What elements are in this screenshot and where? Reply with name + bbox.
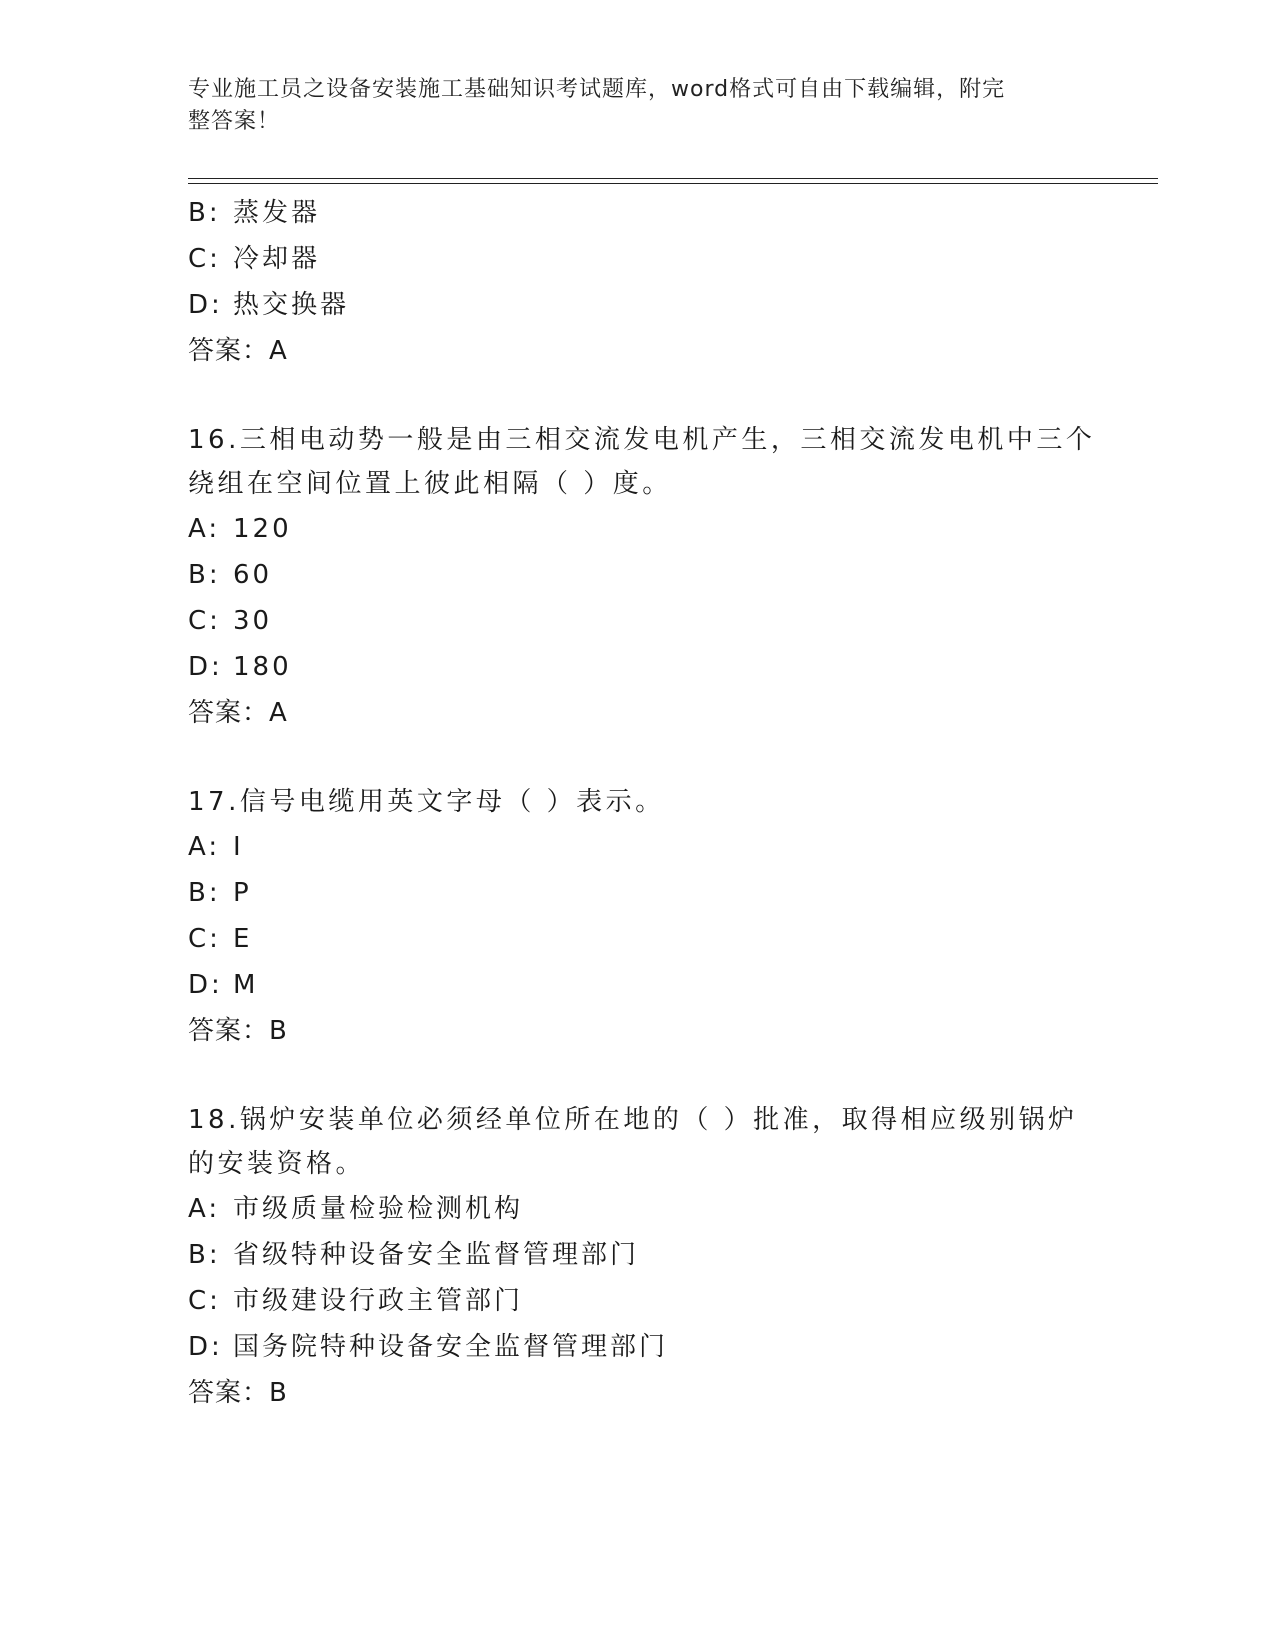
option-c: [188, 598, 1088, 644]
option-label: D:: [188, 290, 223, 320]
option-c: [188, 916, 1088, 962]
option-text: M: [233, 970, 259, 1000]
option-label: D:: [188, 1332, 223, 1362]
question-stem: [188, 780, 1088, 824]
header-rule-bottom: [188, 183, 1158, 184]
answer-line: 答案：A: [188, 698, 288, 728]
option-text: 冷却器: [233, 244, 321, 274]
option-text: 60: [233, 560, 273, 590]
question-18: [188, 1098, 1088, 1416]
option-label: B:: [188, 560, 221, 590]
question-stem-line: 18.锅炉安装单位必须经单位所在地的（ ）批准，取得相应级别锅炉: [188, 1105, 1078, 1135]
option-label: A:: [188, 514, 221, 544]
option-label: B:: [188, 198, 221, 228]
option-text: P: [233, 878, 252, 908]
option-label: A:: [188, 832, 221, 862]
option-d: [188, 1324, 1088, 1370]
header-line-1: 专业施工员之设备安装施工基础知识考试题库，word格式可自由下载编辑，附完: [188, 77, 1006, 102]
question-stem: [188, 1098, 1088, 1186]
question-stem: [188, 418, 1096, 506]
question-stem-line: 绕组在空间位置上彼此相隔（ ）度。: [188, 469, 672, 499]
header-line-2: 整答案！: [188, 109, 281, 134]
answer-line: 答案：B: [188, 1378, 288, 1408]
option-text: 180: [233, 652, 292, 682]
option-label: C:: [188, 606, 221, 636]
option-text: 市级质量检验检测机构: [233, 1194, 524, 1224]
answer-line: 答案：B: [188, 1016, 288, 1046]
option-c: [188, 236, 1088, 282]
option-d: [188, 962, 1088, 1008]
question-list: [188, 190, 1096, 1416]
question-stem-line: 17.信号电缆用英文字母（ ）表示。: [188, 787, 665, 817]
question-16: [188, 418, 1096, 736]
answer-line: 答案：A: [188, 336, 288, 366]
option-text: 市级建设行政主管部门: [233, 1286, 524, 1316]
option-label: C:: [188, 244, 221, 274]
option-text: 国务院特种设备安全监督管理部门: [233, 1332, 669, 1362]
option-text: I: [233, 832, 244, 862]
option-label: C:: [188, 1286, 221, 1316]
option-a: [188, 824, 1088, 870]
question-stem-line: 16.三相电动势一般是由三相交流发电机产生，三相交流发电机中三个: [188, 425, 1096, 455]
option-label: C:: [188, 924, 221, 954]
option-label: D:: [188, 970, 223, 1000]
question-stem-line: 的安装资格。: [188, 1149, 366, 1179]
option-text: 热交换器: [233, 290, 350, 320]
option-text: 120: [233, 514, 292, 544]
option-b: [188, 190, 1088, 236]
option-label: A:: [188, 1194, 221, 1224]
option-text: E: [233, 924, 253, 954]
option-a: [188, 506, 1088, 552]
option-d: [188, 644, 1088, 690]
option-label: B:: [188, 878, 221, 908]
page-header: [188, 74, 1068, 138]
option-text: 30: [233, 606, 273, 636]
option-b: [188, 1232, 1088, 1278]
question-15-continued: [188, 190, 1088, 374]
option-b: [188, 552, 1088, 598]
option-d: [188, 282, 1088, 328]
option-c: [188, 1278, 1088, 1324]
option-text: 蒸发器: [233, 198, 321, 228]
option-label: D:: [188, 652, 223, 682]
question-17: [188, 780, 1088, 1054]
header-rule-top: [188, 178, 1158, 179]
option-label: B:: [188, 1240, 221, 1270]
option-a: [188, 1186, 1088, 1232]
option-text: 省级特种设备安全监督管理部门: [233, 1240, 640, 1270]
option-b: [188, 870, 1088, 916]
